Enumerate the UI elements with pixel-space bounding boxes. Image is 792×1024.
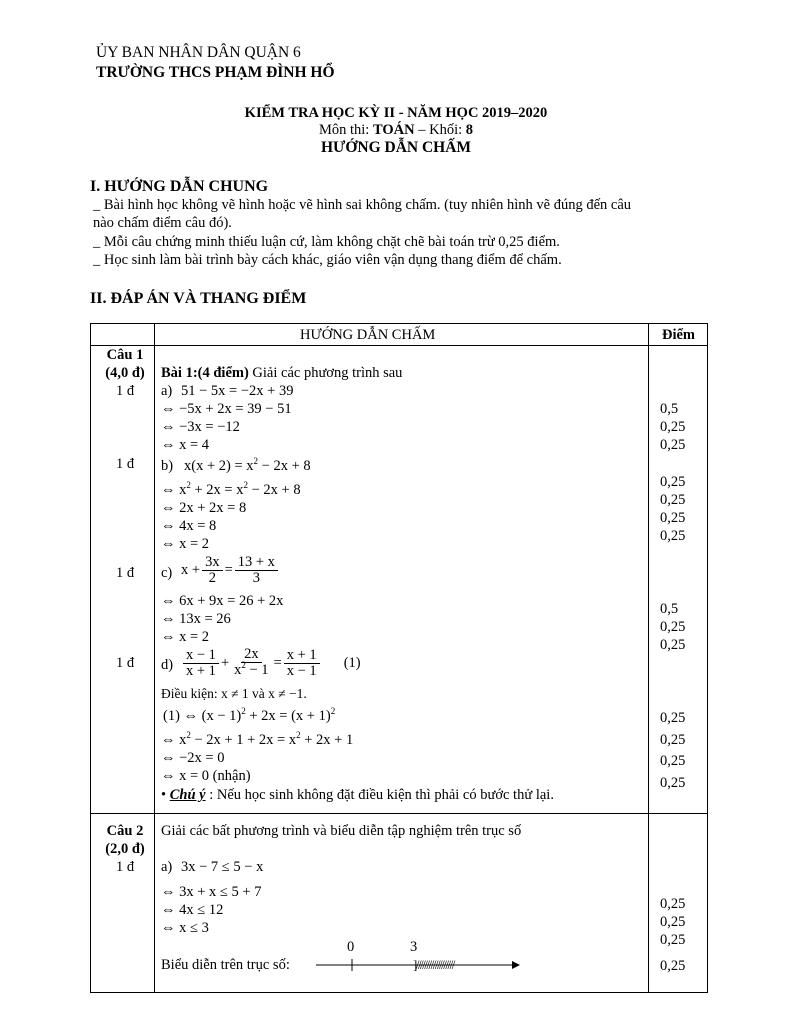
q2a-pts-0: 0,25	[660, 896, 686, 912]
q1d-pts-1: 0,25	[660, 732, 686, 748]
q1d-pts-0: 0,25	[660, 710, 686, 726]
q1d-num-2: 2x	[241, 647, 262, 663]
note-bullet: •	[161, 787, 167, 803]
q1a-step-1: ⇔ −5x + 2x = 39 − 51	[161, 401, 292, 417]
q1c-pts-0: 0,5	[660, 601, 679, 617]
q1d-step-2-b: − 2x + 1 + 2x = x	[190, 732, 297, 748]
q1c-eq: =	[224, 562, 233, 578]
subject: TOÁN	[372, 122, 415, 138]
q1-intro-text: Giải các phương trình sau	[248, 365, 403, 381]
q1c-frac-2	[235, 555, 278, 586]
q2-label: Câu 2	[106, 823, 144, 839]
q1b-step-1-c: − 2x + 8	[247, 482, 301, 498]
q1d-step-4: ⇔ x = 0 (nhận)	[161, 768, 251, 784]
q2a-step-3: ⇔ x ≤ 3	[161, 920, 209, 936]
q1d-step-2-c: + 2x + 1	[300, 732, 354, 748]
q1c-points: 1 đ	[115, 565, 135, 581]
square-mark: 2	[243, 480, 248, 490]
q1b-pts-3: 0,25	[660, 528, 686, 544]
q1c-num-2: 13 + x	[235, 555, 278, 571]
grade-prefix: – Khối:	[414, 122, 466, 138]
q1d-num-3: x + 1	[284, 648, 320, 664]
q1c-pts-1: 0,25	[660, 619, 686, 635]
note-text: : Nếu học sinh không đặt điều kiện thì phải có bước thử lại.	[205, 787, 554, 803]
q1d-pts-3: 0,25	[660, 775, 686, 791]
q2a-step-2: ⇔ 4x ≤ 12	[161, 902, 224, 918]
q1d-condition: Điều kiện: x ≠ 1 và x ≠ −1.	[161, 686, 307, 701]
q1d-den-2	[231, 660, 271, 679]
rule-line-2: nào chấm điểm câu đó).	[93, 215, 232, 231]
q1a-step-3: ⇔ x = 4	[161, 437, 210, 453]
q1d-den-2-b: − 1	[245, 662, 269, 678]
rule-line-1: _ Bài hình học không vẽ hình hoặc vẽ hình sai không chấm. (tuy nhiên hình vẽ đúng đến câu	[93, 197, 632, 213]
q1b-step-0	[184, 458, 311, 475]
q1b-step-0-b: − 2x + 8	[258, 458, 311, 474]
q1-intro	[161, 365, 402, 382]
q1d-step-2	[161, 732, 353, 749]
q2-intro: Giải các bất phương trình và biểu diễn tập nghiệm trên trục số	[161, 823, 522, 839]
col-points-header: Điểm	[662, 327, 696, 343]
q1c-frac-1	[202, 555, 223, 586]
section1-heading: I. HƯỚNG DẪN CHUNG	[90, 178, 269, 195]
note-label: Chú ý	[169, 787, 206, 803]
q1c-equation	[181, 555, 280, 586]
q1b-step-1	[161, 482, 301, 499]
square-mark: 2	[253, 456, 259, 466]
q1a-points: 1 đ	[115, 383, 135, 399]
q1c-den-2: 3	[252, 570, 260, 586]
q1b-step-0-a: x(x + 2) = x	[184, 458, 254, 474]
q1d-label: d)	[161, 657, 174, 673]
q2a-pts-2: 0,25	[660, 932, 686, 948]
arrow-icon	[512, 961, 520, 969]
square-mark: 2	[330, 706, 336, 716]
q2a-pts-3: 0,25	[660, 958, 686, 974]
section2-heading: II. ĐÁP ÁN VÀ THANG ĐIỂM	[90, 290, 307, 307]
district-name: ỦY BAN NHÂN DÂN QUẬN 6	[96, 44, 301, 61]
square-mark: 2	[186, 480, 191, 490]
axis-caption: Biểu diễn trên trục số:	[161, 957, 290, 973]
q2a-label: a)	[161, 859, 173, 875]
q1d-points: 1 đ	[115, 655, 135, 671]
q1b-pts-0: 0,25	[660, 474, 686, 490]
axis-tick-3-label: 3	[410, 939, 418, 955]
q1d-den-3: x − 1	[286, 662, 317, 679]
square-mark: 2	[186, 730, 191, 740]
q1-note	[161, 787, 554, 804]
q1c-step-3: ⇔ x = 2	[161, 629, 210, 645]
q1b-step-1-a: ⇔ x	[161, 482, 187, 498]
q1d-frac-1	[183, 648, 219, 679]
q1d-step-1-a: (1) ⇔ (x − 1)	[163, 708, 242, 724]
q1-label: Câu 1	[106, 347, 144, 363]
q1c-step-1: ⇔ 6x + 9x = 26 + 2x	[161, 593, 284, 609]
q1c-den-1: 2	[208, 570, 216, 586]
q1a-pts-2: 0,25	[660, 437, 686, 453]
q1c-pre: x +	[181, 562, 201, 578]
square-mark: 2	[241, 660, 246, 670]
q2a-pts-1: 0,25	[660, 914, 686, 930]
q1d-den-1: x + 1	[186, 662, 216, 679]
grade: 8	[465, 122, 474, 138]
header-empty-cell	[91, 324, 155, 346]
q1d-frac-3	[284, 648, 320, 679]
q1d-plus: +	[220, 654, 230, 671]
q1d-equation	[181, 647, 361, 679]
q1-total: (4,0 đ)	[105, 365, 145, 381]
q2a-step-0: 3x − 7 ≤ 5 − x	[181, 859, 264, 875]
school-name: TRƯỜNG THCS PHẠM ĐÌNH HỔ	[96, 64, 335, 81]
q2a-step-1: ⇔ 3x + x ≤ 5 + 7	[161, 884, 262, 900]
q1a-step-2: ⇔ −3x = −12	[161, 419, 240, 435]
q1d-eq: =	[273, 654, 282, 671]
axis-tick-0-label: 0	[347, 939, 355, 955]
q1b-pts-2: 0,25	[660, 510, 686, 526]
q1d-num-1: x − 1	[183, 648, 219, 664]
excluded-region-hatch: ]//////////////////	[413, 957, 454, 972]
q1b-step-2: ⇔ 2x + 2x = 8	[161, 500, 247, 516]
q1b-step-4: ⇔ x = 2	[161, 536, 210, 552]
q1a-pts-0: 0,5	[660, 401, 679, 417]
q1d-step-1-b: + 2x = (x + 1)	[245, 708, 331, 724]
q1c-num-1: 3x	[202, 555, 223, 571]
rule-line-4: _ Học sinh làm bài trình bày cách khác, giáo viên vận dụng thang điểm để chấm.	[93, 252, 562, 268]
subject-prefix: Môn thi:	[318, 122, 373, 138]
q1b-step-3: ⇔ 4x = 8	[161, 518, 217, 534]
q1a-step-0: 51 − 5x = −2x + 39	[181, 383, 294, 399]
q1b-pts-1: 0,25	[660, 492, 686, 508]
q2-total: (2,0 đ)	[105, 841, 145, 857]
q1b-step-1-b: + 2x = x	[190, 482, 244, 498]
q1d-frac-2	[231, 647, 271, 679]
q1c-pts-2: 0,25	[660, 637, 686, 653]
q1d-den-2-a: x	[234, 662, 242, 678]
square-mark: 2	[241, 706, 246, 716]
exam-subject-line	[0, 122, 792, 139]
square-mark: 2	[296, 730, 301, 740]
guide-title: HƯỚNG DẪN CHẤM	[320, 139, 472, 156]
rule-line-3: _ Mỗi câu chứng minh thiếu luận cứ, làm không chặt chẽ bài toán trừ 0,25 điểm.	[93, 234, 560, 250]
q1a-pts-1: 0,25	[660, 419, 686, 435]
exam-title: KIỂM TRA HỌC KỲ II - NĂM HỌC 2019–2020	[244, 105, 548, 121]
q1d-pts-2: 0,25	[660, 753, 686, 769]
q1a-label: a)	[161, 383, 173, 399]
q2a-points: 1 đ	[115, 859, 135, 875]
q1b-label: b)	[161, 458, 174, 474]
col-guide-header: HƯỚNG DẪN CHẤM	[300, 327, 436, 343]
q1c-label: c)	[161, 565, 173, 581]
q1b-points: 1 đ	[115, 456, 135, 472]
q1d-tag: (1)	[343, 654, 361, 671]
q1d-step-1	[163, 708, 335, 725]
q1d-step-3: ⇔ −2x = 0	[161, 750, 225, 766]
q1-intro-bold: Bài 1:(4 điểm)	[161, 365, 249, 381]
q1c-step-2: ⇔ 13x = 26	[161, 611, 231, 627]
q1d-step-2-a: ⇔ x	[161, 732, 187, 748]
